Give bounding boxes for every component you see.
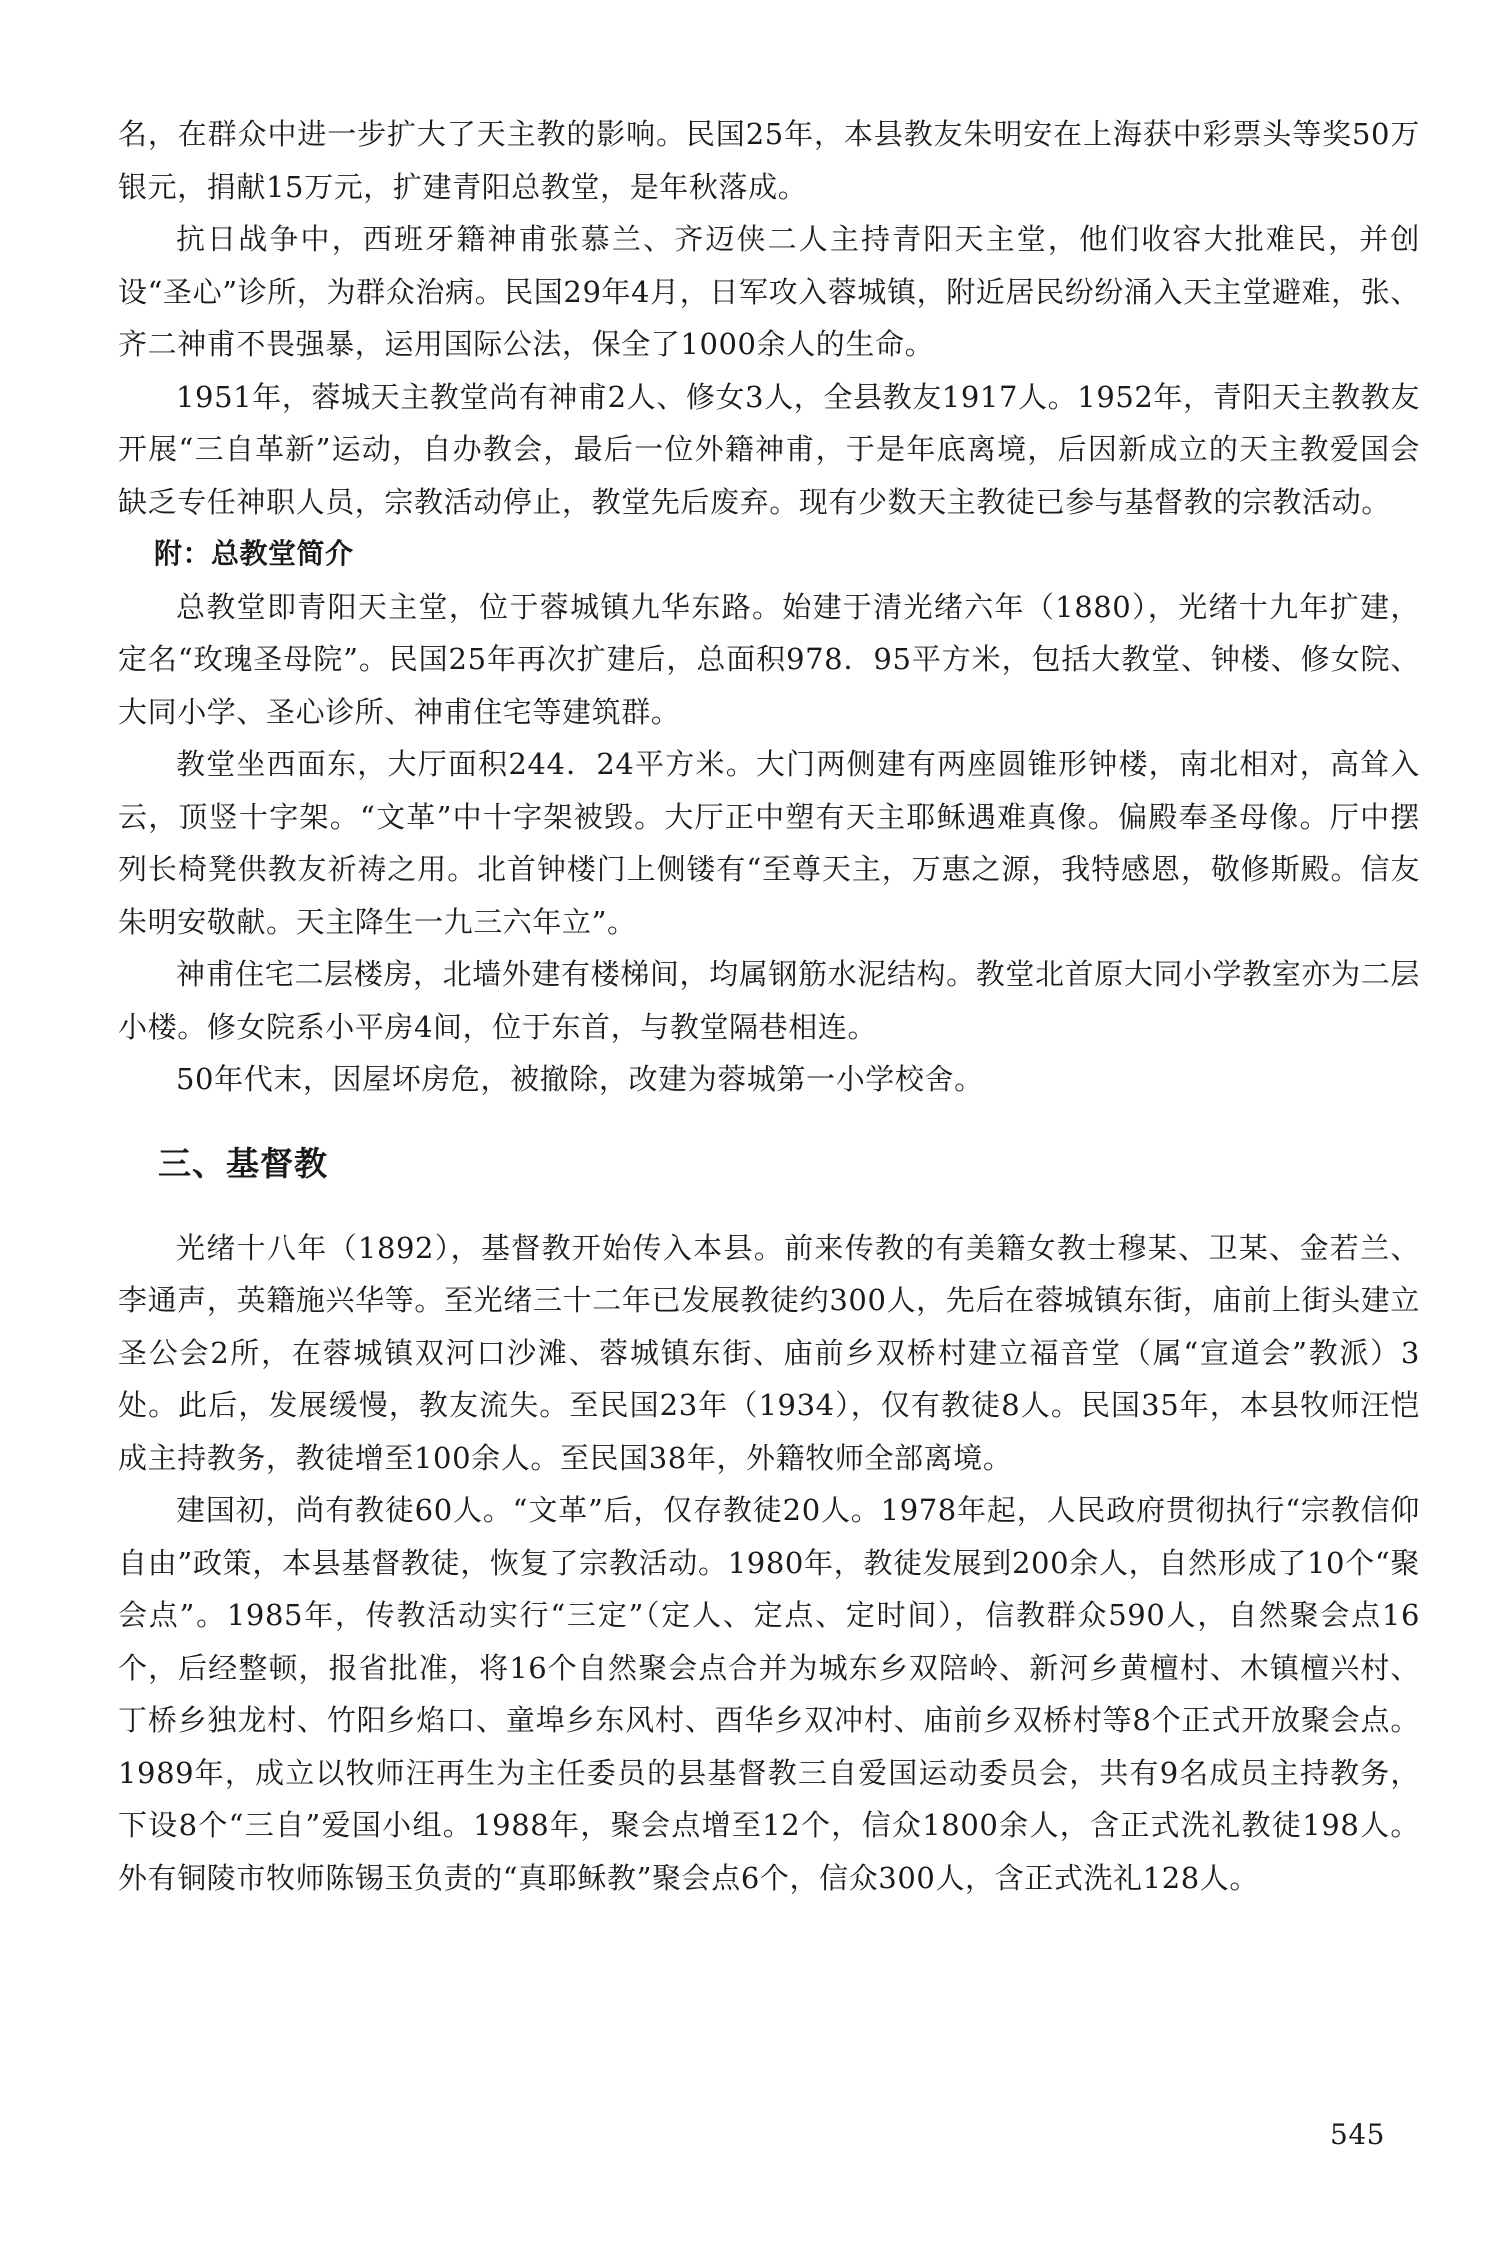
paragraph-continuation: 名，在群众中进一步扩大了天主教的影响。民国25年，本县教友朱明安在上海获中彩票头等奖50万银元，捐献15万元，扩建青阳总教堂，是年秋落成。 xyxy=(118,117,1420,204)
paragraph-1951-status: 1951年，蓉城天主教堂尚有神甫2人、修女3人，全县教友1917人。1952年，青阳天主教教友开展“三自革新”运动，自办教会，最后一位外籍神甫，于是年底离境，后因新成立的天主教爱国会缺乏专任神职人员，宗教活动停止，教堂先后废弃。现有少数天主教徒已参与基督教的宗教活动。 xyxy=(118,379,1420,519)
section-title-christianity: 三、基督教 xyxy=(158,1143,328,1183)
page-number: 545 xyxy=(1330,2118,1385,2151)
subheading-cathedral-intro: 附：总教堂简介 xyxy=(154,537,354,570)
paragraph-priest-residence: 神甫住宅二层楼房，北墙外建有楼梯间，均属钢筋水泥结构。教堂北首原大同小学教室亦为二层小楼。修女院系小平房4间，位于东首，与教堂隔巷相连。 xyxy=(118,957,1420,1044)
document-page xyxy=(118,108,1420,1904)
paragraph-christianity-modern: 建国初，尚有教徒60人。“文革”后，仅存教徒20人。1978年起，人民政府贯彻执行“宗教信仰自由”政策，本县基督教徒，恢复了宗教活动。1980年，教徒发展到200余人，自然形成了10个“聚会点”。1985年，传教活动实行“三定”（定人、定点、定时间），信教群众590人，自然聚会点16个，后经整顿，报省批准，将16个自然聚会点合并为城东乡双陪岭、新河乡黄檀村、木镇檀兴村、丁桥乡独龙村、竹阳乡焰口、童埠乡东风村、酉华乡双冲村、庙前乡双桥村等8个正式开放聚会点。1989年，成立以牧师汪再生为主任委员的县基督教三自爱国运动委员会，共有9名成员主持教务，下设8个“三自”爱国小组。1988年，聚会点增至12个，信众1800余人，含正式洗礼教徒198人。外有铜陵市牧师陈锡玉负责的“真耶稣教”聚会点6个，信众300人，含正式洗礼128人。 xyxy=(118,1493,1420,1895)
paragraph-christianity-origin: 光绪十八年（1892），基督教开始传入本县。前来传教的有美籍女教士穆某、卫某、金若兰、李通声，英籍施兴华等。至光绪三十二年已发展教徒约300人，先后在蓉城镇东街，庙前上街头建立圣公会2所，在蓉城镇双河口沙滩、蓉城镇东街、庙前乡双桥村建立福音堂（属“宣道会”教派）3处。此后，发展缓慢，教友流失。至民国23年（1934），仅有教徒8人。民国35年，本县牧师汪恺成主持教务，教徒增至100余人。至民国38年，外籍牧师全部离境。 xyxy=(118,1230,1420,1475)
paragraph-cathedral-overview: 总教堂即青阳天主堂，位于蓉城镇九华东路。始建于清光绪六年（1880），光绪十九年扩建，定名“玫瑰圣母院”。民国25年再次扩建后，总面积978．95平方米，包括大教堂、钟楼、修女院、大同小学、圣心诊所、神甫住宅等建筑群。 xyxy=(118,589,1420,729)
paragraph-cathedral-architecture: 教堂坐西面东，大厅面积244．24平方米。大门两侧建有两座圆锥形钟楼，南北相对，高耸入云，顶竖十字架。“文革”中十字架被毁。大厅正中塑有天主耶稣遇难真像。偏殿奉圣母像。厅中摆列长椅凳供教友祈祷之用。北首钟楼门上侧镂有“至尊天主，万惠之源，我特感恩，敬修斯殿。信友朱明安敬献。天主降生一九三六年立”。 xyxy=(118,747,1420,939)
paragraph-demolition: 50年代末，因屋坏房危，被撤除，改建为蓉城第一小学校舍。 xyxy=(176,1062,984,1096)
paragraph-anti-japanese-war: 抗日战争中，西班牙籍神甫张慕兰、齐迈侠二人主持青阳天主堂，他们收容大批难民，并创设“圣心”诊所，为群众治病。民国29年4月，日军攻入蓉城镇，附近居民纷纷涌入天主堂避难，张、齐二神甫不畏强暴，运用国际公法，保全了1000余人的生命。 xyxy=(118,222,1420,361)
